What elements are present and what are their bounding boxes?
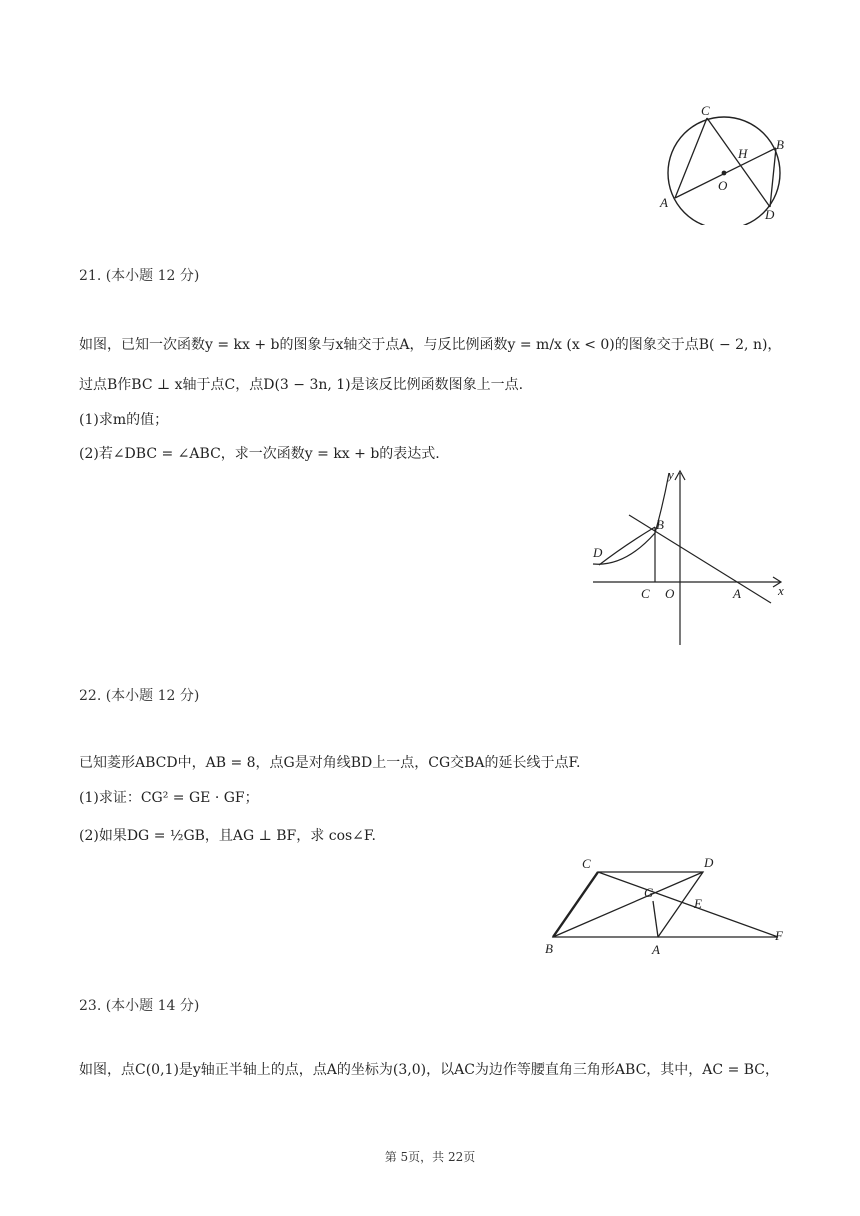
line-ab <box>629 515 771 603</box>
q23-heading: 23. (本小题 14 分) <box>79 998 200 1014</box>
label-d: D <box>765 207 775 222</box>
label-d: D <box>593 545 603 560</box>
q21-line-1: 如图，已知一次函数y = kx + b的图象与x轴交于点A，与反比例函数y = m/x (x < 0)的图象交于点B( − 2, n)， <box>79 337 782 353</box>
label-d: D <box>704 855 714 870</box>
segment-ga <box>653 901 658 937</box>
chord-bd <box>770 148 776 207</box>
q22-line-3: (2)如果DG = ½GB，且AG ⊥ BF，求 cos∠F. <box>79 828 376 844</box>
chord-ac <box>675 118 707 198</box>
q22-line-2: (1)求证：CG² = GE · GF； <box>79 790 259 806</box>
label-c: C <box>582 856 591 871</box>
label-b: B <box>656 517 664 532</box>
q22-heading: 22. (本小题 12 分) <box>79 688 200 704</box>
label-c: C <box>701 103 710 118</box>
label-e: E <box>694 896 702 911</box>
circle-figure <box>655 100 795 225</box>
q22-line-1: 已知菱形ABCD中，AB = 8，点G是对角线BD上一点，CG交BA的延长线于点F. <box>79 755 581 771</box>
label-a: A <box>652 942 660 957</box>
q21-line-3: (1)求m的值； <box>79 412 169 428</box>
label-y: y <box>668 467 674 482</box>
label-c: C <box>641 586 650 601</box>
label-b: B <box>545 941 553 956</box>
label-f: F <box>775 928 783 943</box>
curve-db <box>599 527 655 565</box>
q21-heading: 21. (本小题 12 分) <box>79 268 200 284</box>
q21-line-4: (2)若∠DBC = ∠ABC，求一次函数y = kx + b的表达式. <box>79 446 440 462</box>
label-a: A <box>660 195 668 210</box>
label-h: H <box>738 146 748 161</box>
q21-line-2: 过点B作BC ⊥ x轴于点C，点D(3 − 3n, 1)是该反比例函数图象上一点. <box>79 377 524 393</box>
page-footer: 第 5页，共 22页 <box>384 1150 476 1164</box>
line-cf <box>598 872 778 937</box>
q23-line-1: 如图，点C(0,1)是y轴正半轴上的点，点A的坐标为(3,0)，以AC为边作等腰直角三角形ABC，其中，AC = BC， <box>79 1062 780 1078</box>
graph-figure <box>585 465 800 650</box>
label-a: A <box>733 586 741 601</box>
label-g: G <box>644 885 654 900</box>
label-o: O <box>718 178 728 193</box>
center-point <box>722 171 727 176</box>
label-o: O <box>665 586 675 601</box>
label-b: B <box>776 137 784 152</box>
rhombus-figure <box>538 852 793 960</box>
label-x: x <box>778 583 784 598</box>
